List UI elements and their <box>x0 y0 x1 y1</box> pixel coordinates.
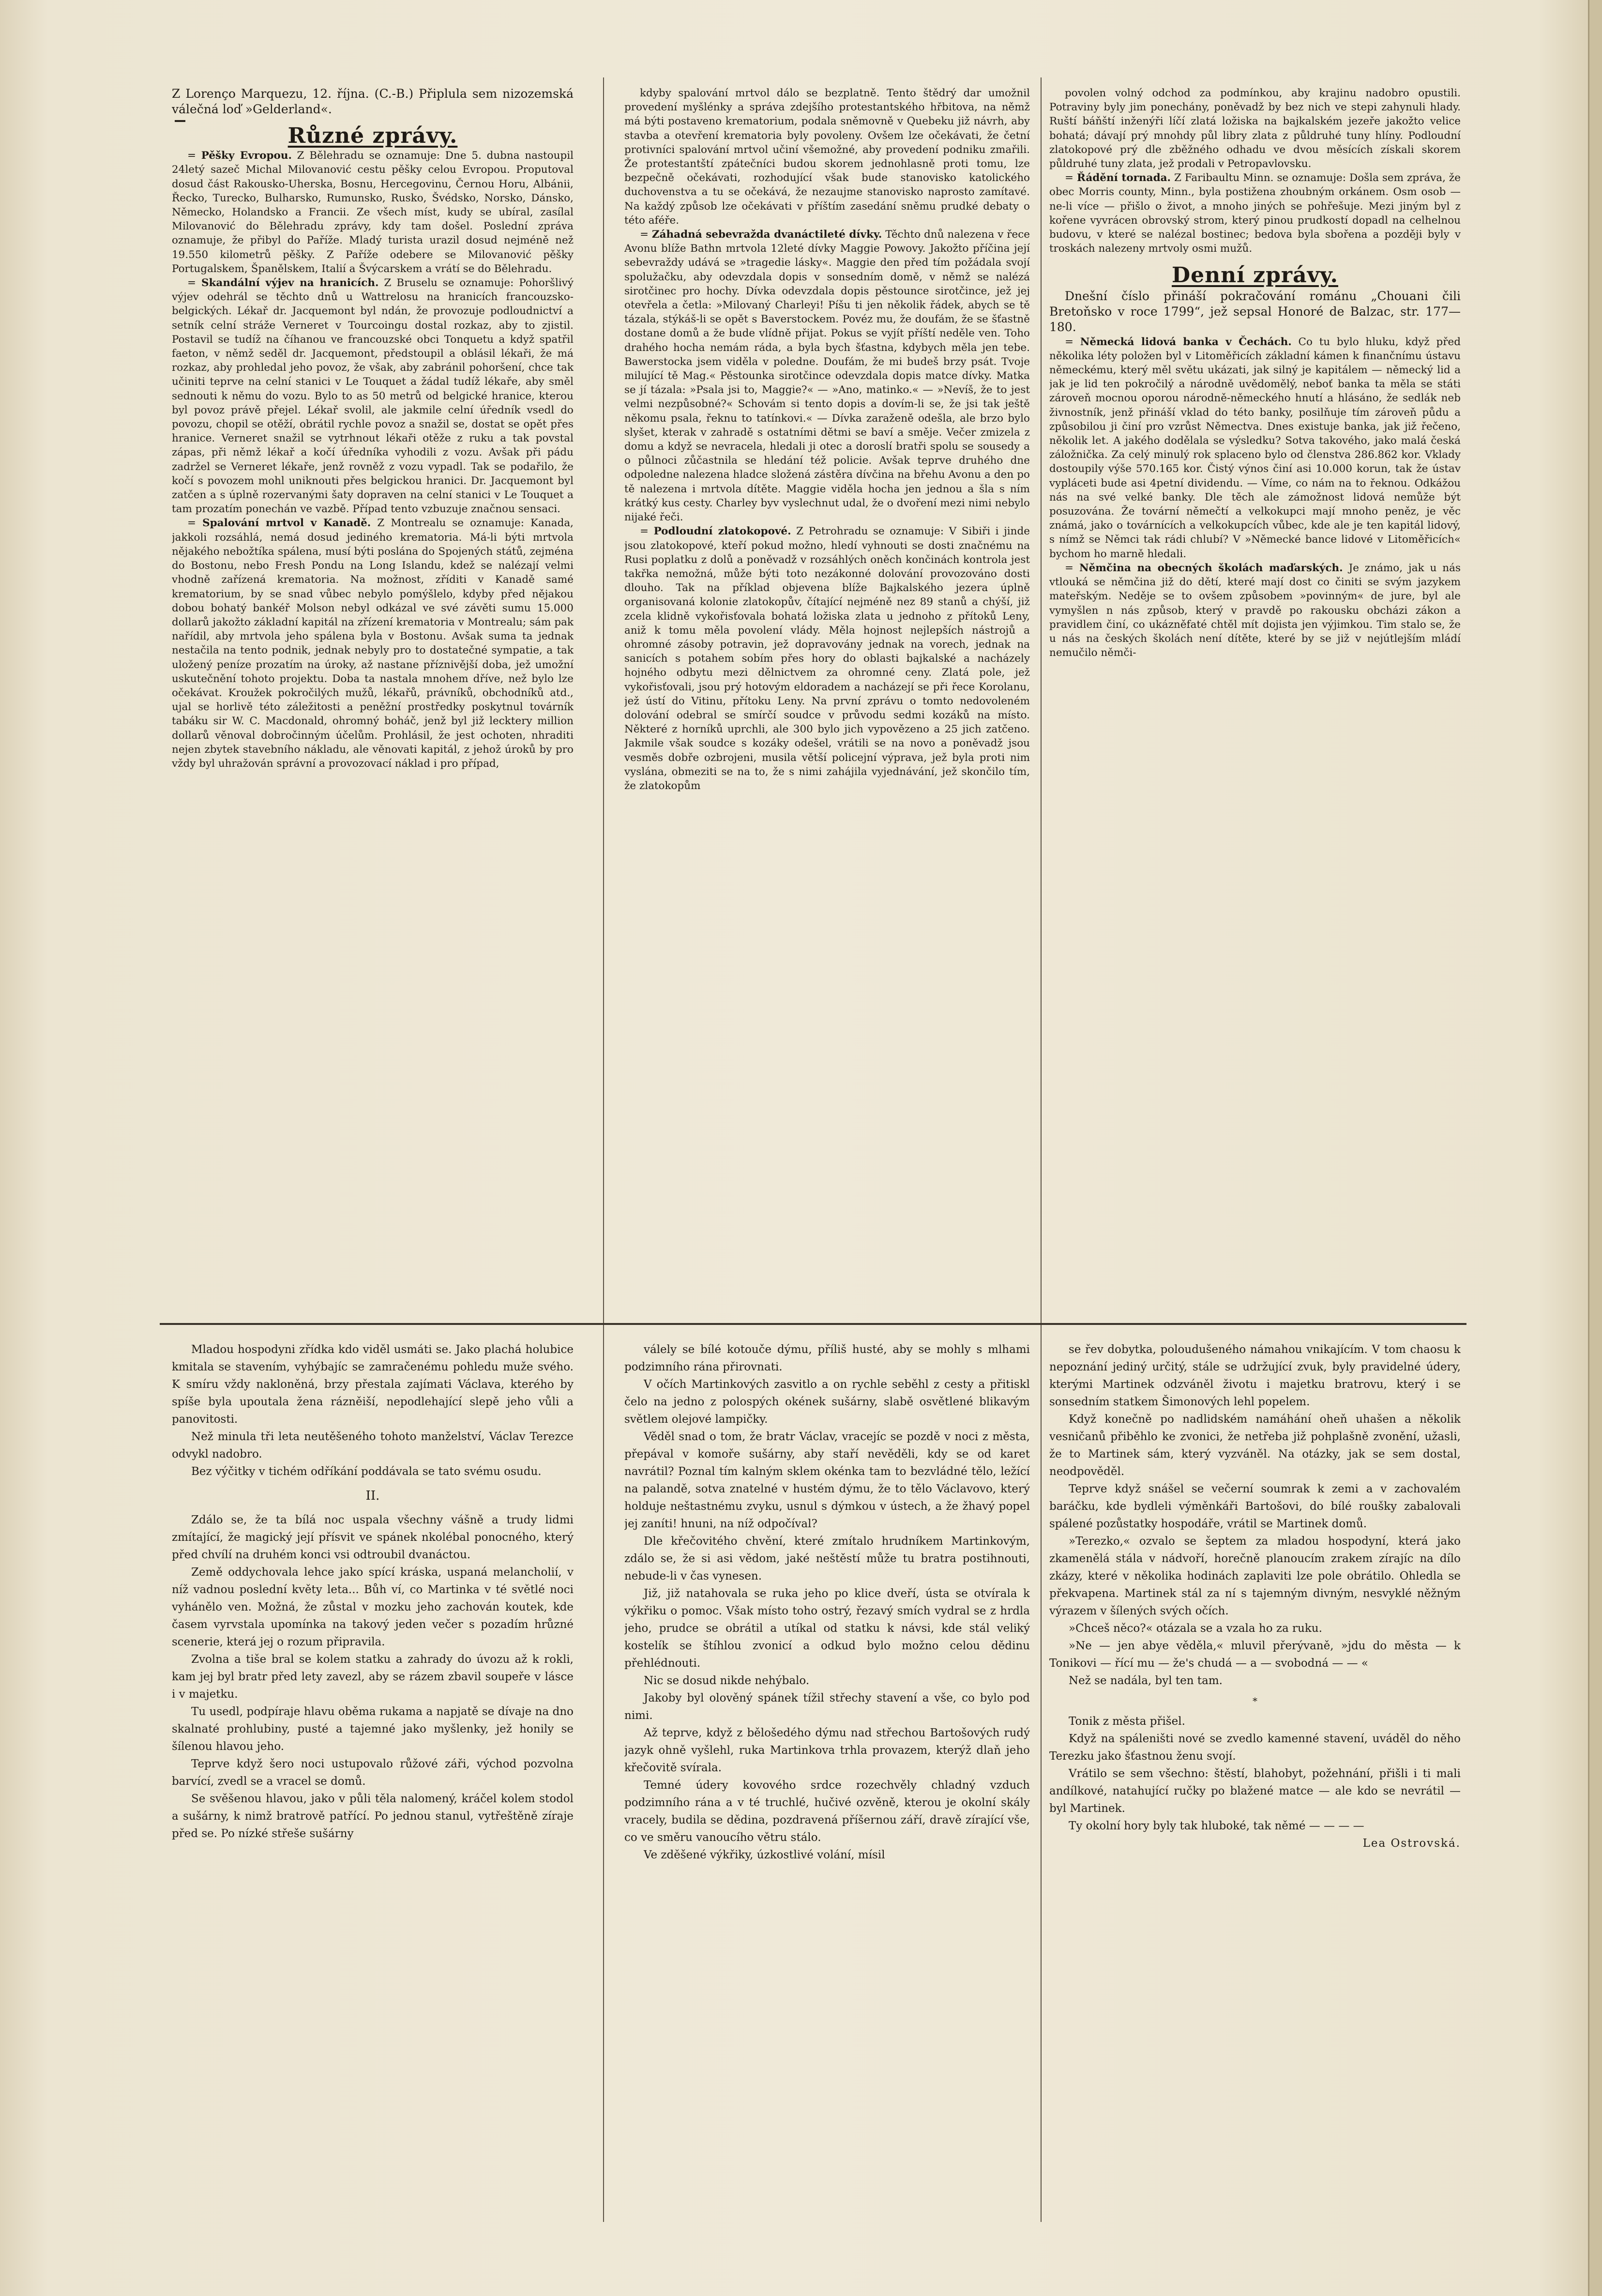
paragraph: Teprve když šero noci ustupovalo růžové záři, východ pozvolna barvící, zvedl se a vracel se domů. <box>172 1758 574 1788</box>
article-marker: = <box>640 228 652 241</box>
article-title: Pěšky Evropou. <box>201 150 292 162</box>
article-marker: = <box>1065 172 1077 184</box>
paragraph: se řev dobytka, poloudušeného námahou vnikajícím. V tom chaosu k nepoznání jediný určitý, stále se udržující zvuk, byly pravidelné údery, kterými Martinek odzváněl životu i majetku bratrovu, který i se sonsedním statkem Šimonových lehl popelem. <box>1049 1343 1461 1408</box>
article-text: Z Faribaultu Minn. se oznamuje: Došla sem zpráva, že obec Morris county, Minn., byla postižena zhoubným orkánem. Osm osob — ne-li více — přišlo o život, a mnoho jiných se pohřešuje. Mezi jiným byl z kořene vyvrácen obrovský strom, který pinou prudkostí dopadl na celhelnou budovu, v které se nalézal bostinec; bedova byla sbořena a později byly v troskách nalezeny mrtvoly osmi mužů. <box>1049 172 1461 255</box>
article-text: Těchto dnů nalezena v řece Avonu blíže Bathn mrtvola 12leté dívky Maggie Powovy. Jakožto příčina její sebevraždy udává se »tragedie lásky«. Maggie den před tím požádala svojí spolužačku, aby odevzdala dopis v sonsedním domě, v němž se nalézá sirotčinec pro hochy. Dívka odevzdala dopis pěstounce sirotčince, jež jej otevřela a četla: »Milovaný Charleyi! Píšu ti jen několik řádek, abych se tě tázala, stýkáš-li se opět s Baverstockem. Povéz mu, že doufám, že se šťastně dostane domů a že bude vlídně přijat. Pokus se vyjít příští neděle ven. Toho drahého hocha nemám ráda, a byla bych šťastna, kdybych měla jen tebe. Bawerstocka jsem viděla v poledne. Doufám, že mi budeš brzy psát. Tvoje milující tě Mag.« Pěstounka sirotčince odevzdala dopis matce dívky. Matka se jí tázala: »Psala jsi to, Maggie?« — »Ano, matinko.« — »Nevíš, že to jest velmi nezpůsobné?« Schovám si tento dopis a dovím-li se, že jsi tak ještě někomu psala, řeknu to tatínkovi.« — Dívka zaraženě odešla, ale brzo bylo slyšet, kterak v zahradě s ostatními dětmi se baví a směje. Večer zmizela z domu a když se nevracela, hledali ji otec a doroslí bratři spolu se sousedy a o půlnoci zůčastnila se hledání též policie. Avšak teprve druhého dne odpoledne nalezena hladce složená zástěra dívčina na břehu Avonu a den po tě nalezena i mrtvola dítěte. Maggie viděla hocha jen jednou a šla s ním krátký kus cesty. Charley byv vyslechnut udal, že o dvoření mezi nimi nebylo nijaké řeči. <box>624 228 1030 524</box>
article-marker: = <box>1065 562 1079 574</box>
article-marker: = <box>1065 335 1080 348</box>
paragraph: Než minula tři leta neutěšeného tohoto manželství, Václav Terezce odvykl nadobro. <box>172 1430 574 1460</box>
article-title: Spalování mrtvol v Kanadě. <box>202 517 371 530</box>
article-text: Z Bruselu se oznamuje: Pohoršlivý výjev odehrál se těchto dnů u Wattrelosu na hranicích francouzsko-belgických. Lékař dr. Jacquemont byl ndán, že provozuje podloudnictví a setník celní stráže Verneret v Tourcoingu dostal rozkaz, aby to zjistil. Postavil se tudíž na číhanou ve francouzské obci Tonquetu a když spatřil faeton, v němž seděl dr. Jacquemont, předstoupil a oblásil lékaři, že má rozkaz, aby prohledal jeho povoz, že však, aby zabránil pohoršení, chce tak učiniti teprve na celní stanici v Le Touquet a žádal tudíž lékaře, aby směl sednouti k němu do vozu. Bylo to as 50 metrů od belgické hranice, kterou byl povoz právě přejel. Lékař svolil, ale jakmile celní úředník vsedl do povozu, chopil se otěží, obrátil rychle povoz a snažil se, dostat se opět přes hranice. Verneret snažil se vytrhnout lékaři otěže z ruku a tak povstal zápas, při němž lékař a kočí úředníka vyhodili z vozu. Avšak při pádu zadržel se Verneret lékaře, jenž rovněž z vozu vypadl. Tak se podařilo, že kočí s povozem mohl uniknouti přes belgickou hranici. Dr. Jacquemont byl zatčen a s úplně rozervanými šaty dopraven na celní stanici v Le Touquet a tam prozatím ponechán ve vazbě. Případ tento vzbuzuje značnou sensaci. <box>172 277 574 516</box>
paragraph-group <box>624 86 1030 228</box>
chapter-number: II. <box>365 1489 380 1503</box>
articles-list <box>624 228 1030 793</box>
news-list <box>1049 335 1461 660</box>
story-column-1 <box>172 1341 574 2227</box>
article-title: Řádění tornada. <box>1076 172 1171 184</box>
author-signature: Lea Ostrovská. <box>1362 1837 1461 1850</box>
lead-news: Z Lorenço Marquezu, 12. října. (C.-B.) Připlula sem nizozemská válečná loď »Gelderland«. <box>172 87 574 116</box>
paragraph: »Ne — jen abye věděla,« mluvil přerývaně, »jdu do města — k Tonikovi — řící mu — že's chudá — a — svobodná — — « <box>1049 1640 1461 1670</box>
section-title-ruzne-zpravy: Různé zprávy. <box>287 123 458 148</box>
paragraph: Teprve když snášel se večerní soumrak k zemi a v zachovalém baráčku, kde bydleli výměnkáři Bartošovi, do bílé roušky zabalovali spálené pozůstatky hospodáře, vrátil se Martinek domů. <box>1049 1483 1461 1530</box>
paragraph: Jakoby byl olověný spánek tížil střechy stavení a vše, co bylo pod nimi. <box>624 1692 1030 1722</box>
article <box>1049 335 1461 561</box>
paragraph-group <box>624 1341 1030 1864</box>
article <box>624 228 1030 524</box>
paragraph-group <box>172 1511 574 1842</box>
paragraph-group <box>1049 1713 1461 1835</box>
article-text: Co tu bylo hluku, když před několika léty položen byl v Litoměřicích základní kámen k finančnímu ústavu německému, který měl světu ukázati, jak silný je kapitálem — německý lid a jak je lid ten pokročilý a národně uvědomělý, neboť banka ta měla se státi zároveň mocnou oporou národně-německého hnutí a hlásáno, že sedlák neb živnostník, jenž přináší vklad do této banky, posilňuje tím zároveň půdu a způsobilou ji činí pro vzrůst Němectva. Dnes existuje banka, jak již řečeno, několik let. A jakého dodělala se výsledku? Sotva takového, jako malá česká záložnička. Za celý minulý rok splaceno bylo od členstva 286.862 kor. Vklady dostoupily výše 570.165 kor. Čistý výnos činí asi 10.000 korun, tak že ústav vypláceti bude asi 4petní dividendu. — Víme, co nám na to řeknou. Odkážou nás na své velké banky. Dle těch ale zámožnost lidová nemůže být posuzována. Že tovární němečtí a velkokupci mají mnoho peněz, je věc známá, jako o továrnících a velkokupcích vůbec, kde ale je ten kapitál lidový, s nímž se Němci tak rádi chlubí? V »Německé bance lidové v Litoměřicích« bychom ho marně hledali. <box>1049 335 1461 560</box>
article <box>172 276 574 516</box>
column-top-middle <box>624 86 1030 1316</box>
column-top-right <box>1049 86 1461 1316</box>
paragraph: válely se bílé kotouče dýmu, příliš husté, aby se mohly s mlhami podzimního rána přirovnati. <box>624 1343 1030 1373</box>
paragraph: Bez výčitky v tichém odříkání poddávala se tato svému osudu. <box>191 1465 542 1478</box>
paragraph: kdyby spalování mrtvol dálo se bezplatně. Tento štědrý dar umožnil provedení myšlénky a správa zdejšího protestantského hřbitova, na němž má býti postaveno krematorium, podala sněmovně v Quebeku již návrh, aby stavba a otevření krematoria byly povoleny. Ovšem lze očekávati, že četní protivníci spalování mrtvol učiní všemožné, aby provedení podniku zmařili. Že protestantští zpátečníci budou skorem jednohlasně proti tomu, lze bezpečně očekávati, rozhodující však bude stanovisko katolického duchovenstva a tu se očekává, že nezaujme stanovisko naprosto zamítavé. Na každý způsob lze očekávati v příštím zasedání sněmu prudké debaty o této aféře. <box>624 87 1030 227</box>
paragraph: Když na spáleništi nové se zvedlo kamenné stavení, uváděl do něho Terezku jako šťastnou ženu svojí. <box>1049 1733 1461 1763</box>
story-column-2 <box>624 1341 1030 2227</box>
column-top-left <box>172 86 574 1316</box>
article-title: Podloudní zlatokopové. <box>653 525 791 538</box>
paragraph: Vrátilo se sem všechno: štěstí, blahobyt, požehnání, přišli i ti mali andílkové, natahující ručky po blažené matce — ale kdo se nevrátil — byl Martinek. <box>1049 1767 1461 1815</box>
column-rule <box>603 77 604 2222</box>
article-title: Německá lidová banka v Čechách. <box>1080 335 1292 348</box>
paragraph: Země oddychovala lehce jako spící kráska, uspaná melancholií, v níž vadnou poslední květy leta... Bůh ví, co Martinka v té světlé noci vyhánělo ven. Možná, že zůstal v mozku jeho zachován koutek, kde časem vyrvstala upomínka na takový jeden večer s pozadím hrůzné scenerie, která jej o rozum připravila. <box>172 1566 574 1648</box>
article-marker: = <box>187 150 201 162</box>
article-marker: = <box>187 277 201 289</box>
paragraph: Dle křečovitého chvění, které zmítalo hrudníkem Martinkovým, zdálo se, že si asi vědom, jaké neštěstí může tu bratra postihnouti, nebude-li v čas vynesen. <box>624 1535 1030 1582</box>
novel-announcement: Dnešní číslo přináší pokračování románu „Chouani čili Bretoňsko v roce 1799“, jež sepsal Honoré de Balzac, str. 177—180. <box>1049 289 1461 334</box>
article <box>172 149 574 276</box>
article-text: Z Petrohradu se oznamuje: V Sibiři i jinde jsou zlatokopové, kteří pokud možno, hledí vyhnouti se dosti značnému na Rusi poplatku z dolů a poněvadž v rozsáhlých oněch končinách kontrola jest takřka nemožná, může býti toto nezákonné dolování provozováno dosti dlouho. Tak na příklad objevena blíže Bajkalského jezera úplně organisovaná kolonie zlatokopův, čítající nejméně nez 89 stanů a chýší, již zcela klidně vykořisťovala bohatá ložiska zlata u jednoho z přítoků Leny, aniž k tomu měla povolení vlády. Měla hojnost nejlepších nástrojů a ohromné zásoby potravin, jež dopravovány jednak na vorech, jednak na sanicích s potahem sobím přes hory do oblasti bajkalské a nacházely hojného odbytu mezi dělnictvem za ohromné ceny. Zlatá pole, jež vykořisťovali, jsou prý hotovým eldoradem a nacházejí se při řece Korolanu, jež ústí do Vitinu, přítoku Leny. Na první zprávu o tomto nedovoleném dolování odebral se smírčí soudce v průvodu sedmi kozáků na místo. Některé z horníků uprchli, ale 300 bylo jich vypovězeno a 25 jich zatčeno. Jakmile však soudce s kozáky odešel, vrátili se na novo a poněvadž jsou vesměs dobře ozbrojeni, musila větší policejní výprava, jež byla proti nim vyslána, obmeziti se na to, že s nimi zahájila vyjednávání, jež skončilo tím, že zlatokopům <box>624 525 1030 792</box>
paragraph: Zdálo se, že ta bílá noc uspala všechny vášně a trudy lidmi zmítající, že magický její přísvit ve spánek nkolébal ponocného, který před chvílí na druhém konci vsi odtroubil dvanáctou. <box>172 1514 574 1561</box>
paragraph: Až teprve, když z bělošedého dýmu nad střechou Bartošových rudý jazyk ohně vyšlehl, ruka Martinkova trhla provazem, kterýž dlaň jeho křečovitě svírala. <box>624 1727 1030 1774</box>
paragraph: Se svěšenou hlavou, jako v půli těla nalomený, kráčel kolem stodol a sušárny, k nimž bratrově patřící. Po jednou stanul, vytřeštěně zíraje před se. Po nízké střeše sušárny <box>172 1793 574 1840</box>
paragraph-group <box>1049 86 1461 171</box>
paragraph: Tonik z města přišel. <box>1069 1715 1185 1728</box>
articles-list <box>1049 171 1461 256</box>
paragraph: »Terezko,« ozvalo se šeptem za mladou hospodyní, která jako zkamenělá stála v nádvoří, horečně planoucím zrakem zírajíc na dílo zkázy, které v několika hodinách zaplaviti lze pole obrátilo. Ohledla se překvapena. Martinek stál za ní s tajemným divným, nesvyklé něžným výrazem v šílených svých očích. <box>1049 1535 1461 1617</box>
paragraph: povolen volný odchod za podmínkou, aby krajinu nadobro opustili. Potraviny byly jim ponechány, poněvadž by bez nich ve stepi zahynuli hlady. Ruští báňští inženýři líčí zlatá ložiska na bajkalském jezeře jakožto velice bohatá; dávají prý mnohdy půl libry zlata z půldruhé tuny hlíny. Podloudní zlatokopové prý dle zběžného odhadu ve dvou měsících získali skorem půldruhé tuny zlata, jež prodali v Petropavlovsku. <box>1049 87 1461 170</box>
article-marker: = <box>187 517 203 530</box>
paragraph: Než se nadála, byl ten tam. <box>1069 1674 1223 1687</box>
article-text: Z Montrealu se oznamuje: Kanada, jakkoli rozsáhlá, nemá dosud jediného krematoria. Má-li býti mrtvola nějakého nebožtíka spálena, musí býti poslána do Spojených států, zejména do Bostonu, nebo Fresh Pondu na Long Islandu, kdež se nalézají velmi vhodně zařízená krematoria. Na možnost, zříditi v Kanadě samé krematorium, by se snad vůbec nebylo pomýšlelo, kdyby před nějakou dobou bohatý bankéř Molson nebyl odkázal ve své závěti sumu 15.000 dollarů jakožto základní kapitál na zřízení krematoria v Montrealu; sám pak nařídil, aby mrtvola jeho spálena byla v Bostonu. Avšak suma ta jednak nestačila na tento podnik, jednak nebyly pro to dostatečné sympatie, a tak uložený peníze prozatím na úroky, až nastane příznivější doba, jež umožní uskutečnění tohoto projektu. Doba ta nastala mnohem dříve, než bylo lze očekávat. Kroužek pokročilých mužů, lékařů, právníků, obchodníků atd., ujal se horlivě této záležitosti a peněžní prostředky poskytnul továrník tabáku sir W. C. Macdonald, ohromný boháč, jenž byl již lecktery million dollarů věnoval dobročinným účelům. Prohlásil, že jest ochoten, nhraditi nejen zbytek stavebního nákladu, ale věnovati kapitál, z jehož úroků by pro vždy byl uhražován správní a provozovací náklad i pro případ, <box>172 517 574 770</box>
paragraph: V očích Martinkových zasvitlo a on rychle seběhl z cesty a přitiskl čelo na jedno z polospých okének sušárny, slabě osvětlené blikavým světlem olejové lampičky. <box>624 1378 1030 1426</box>
paragraph: Zvolna a tiše bral se kolem statku a zahrady do úvozu až k rokli, kam jej byl bratr před lety zavezl, aby se rázem zbavil soupeře v lásce i v majetku. <box>172 1653 574 1701</box>
article <box>624 524 1030 793</box>
paragraph: Mladou hospodyni zřídka kdo viděl usmáti se. Jako plachá holubice kmitala se stavením, vyhýbajíc se zamračenému pohledu muže svého. K smíru vždy nakloněná, brzy přestala zajímati Václava, kterého by spíše byla upoutala žena rázněiší, nepodlehající slepě jeho vůli a panovitosti. <box>172 1343 574 1426</box>
paragraph: Když konečně po nadlidském namáhání oheň uhašen a několik vesničanů přiběhlo ke zvonici, že netřeba již pohplašně zvonění, užasli, že to Martinek sám, který vyzváněl. Na otázky, jak se sem dostal, neodpověděl. <box>1049 1413 1461 1478</box>
section-title-denni-zpravy: Denní zprávy. <box>1171 263 1338 288</box>
paragraph-group <box>1049 1341 1461 1689</box>
article <box>1049 171 1461 256</box>
article-text: Z Bělehradu se oznamuje: Dne 5. dubna nastoupil 24letý sazeč Michal Milovanović cestu pěšky celou Evropou. Proputoval dosud část Rakousko-Uherska, Bosnu, Hercegovinu, Černou Horu, Albánii, Řecko, Turecko, Bulharsko, Rumunsko, Rusko, Švédsko, Norsko, Dánsko, Německo, Holandsko a Francii. Ze všech míst, kudy se ubíral, zasílal Milovanović do Bělehradu zprávy, kdy tam došel. Poslední zpráva oznamuje, že přibyl do Paříže. Mladý turista urazil dosud nejméně než 19.550 kilometrů pěšky. Z Paříže odebere se Milovanović pěšky Portugalskem, Španělskem, Italií a Švýcarskem a vrátí se do Bělehradu. <box>172 150 574 275</box>
feuilleton-separator <box>160 1323 1466 1325</box>
paragraph: Ve zděšené výkřiky, úzkostlivé volání, mísil <box>644 1849 885 1861</box>
paragraph: Věděl snad o tom, že bratr Václav, vracejíc se pozdě v noci z města, přepával v komoře sušárny, aby staří nevěděli, kdy se od karet navrátil? Poznal tím kalným sklem okénka tam to bezvládné tělo, ležící na palandě, sotva znatelné v hustém dýmu, že to tělo Václavovo, který holduje neštastnému zvyku, usnul s dýmkou v ústech, a že žhavý popel jej zaníti! hnuni, na níž odpočíval? <box>624 1430 1030 1530</box>
story-column-3 <box>1049 1341 1461 2227</box>
article <box>1049 561 1461 660</box>
articles-list <box>172 149 574 771</box>
article-title: Němčina na obecných školách maďarských. <box>1079 562 1343 574</box>
page-binding-edge <box>1588 0 1602 2296</box>
paragraph: Tu usedl, podpíraje hlavu oběma rukama a napjatě se dívaje na dno skalnaté prohlubiny, pusté a tajemné jako myšlenky, jež honily se šílenou hlavou jeho. <box>172 1705 574 1753</box>
section-star: * <box>1253 1695 1257 1707</box>
paragraph: Již, již natahovala se ruka jeho po klice dveří, ústa se otvírala k výkřiku o pomoc. Však místo toho ostrý, řezavý smích vydral se z hrdla jeho, prudce se obrátil a utíkal od statku k návsi, kde stál veliký kostelík se štíhlou zvonicí a odkud bylo možno celou dědinu přehlédnouti. <box>624 1587 1030 1670</box>
column-rule <box>1041 77 1042 2222</box>
paragraph: »Chceš něco?« otázala se a vzala ho za ruku. <box>1069 1622 1322 1635</box>
paragraph-group <box>172 1341 574 1480</box>
article-text: Je známo, jak u nás vtlouká se němčina již do dětí, které mají dost co činiti se svým jazykem mateřským. Neděje se to ovšem způsobem »povinným« de jure, byl ale vymyšlen n nás způsob, který v pravdě po rakousku obcházi zákon a pravidlem činí, co ukázněfaté chtěl mít dojista jen výjimkou. Tim stalo se, že u nás na českých školách není dítěte, které by se již v nejútlejším mládí nemučilo němči- <box>1049 562 1461 659</box>
article-marker: = <box>640 525 654 538</box>
article-title: Skandální výjev na hranicích. <box>201 277 379 289</box>
paragraph: Nic se dosud nikde nehýbalo. <box>644 1674 810 1687</box>
short-rule <box>175 120 185 122</box>
article-title: Záhadná sebevražda dvanáctileté dívky. <box>651 228 882 241</box>
article <box>172 516 574 771</box>
paragraph: Temné údery kovového srdce rozechvěly chladný vzduch podzimního rána a v té truchlé, hučivé ozvěně, kterou je okolní skály vracely, budila se dědina, pozdravená příšernou září, dravě zírající vše, co ve směru vanoucího větru stálo. <box>624 1779 1030 1844</box>
paragraph: Ty okolní hory byly tak hluboké, tak němé — — — — <box>1069 1820 1364 1832</box>
